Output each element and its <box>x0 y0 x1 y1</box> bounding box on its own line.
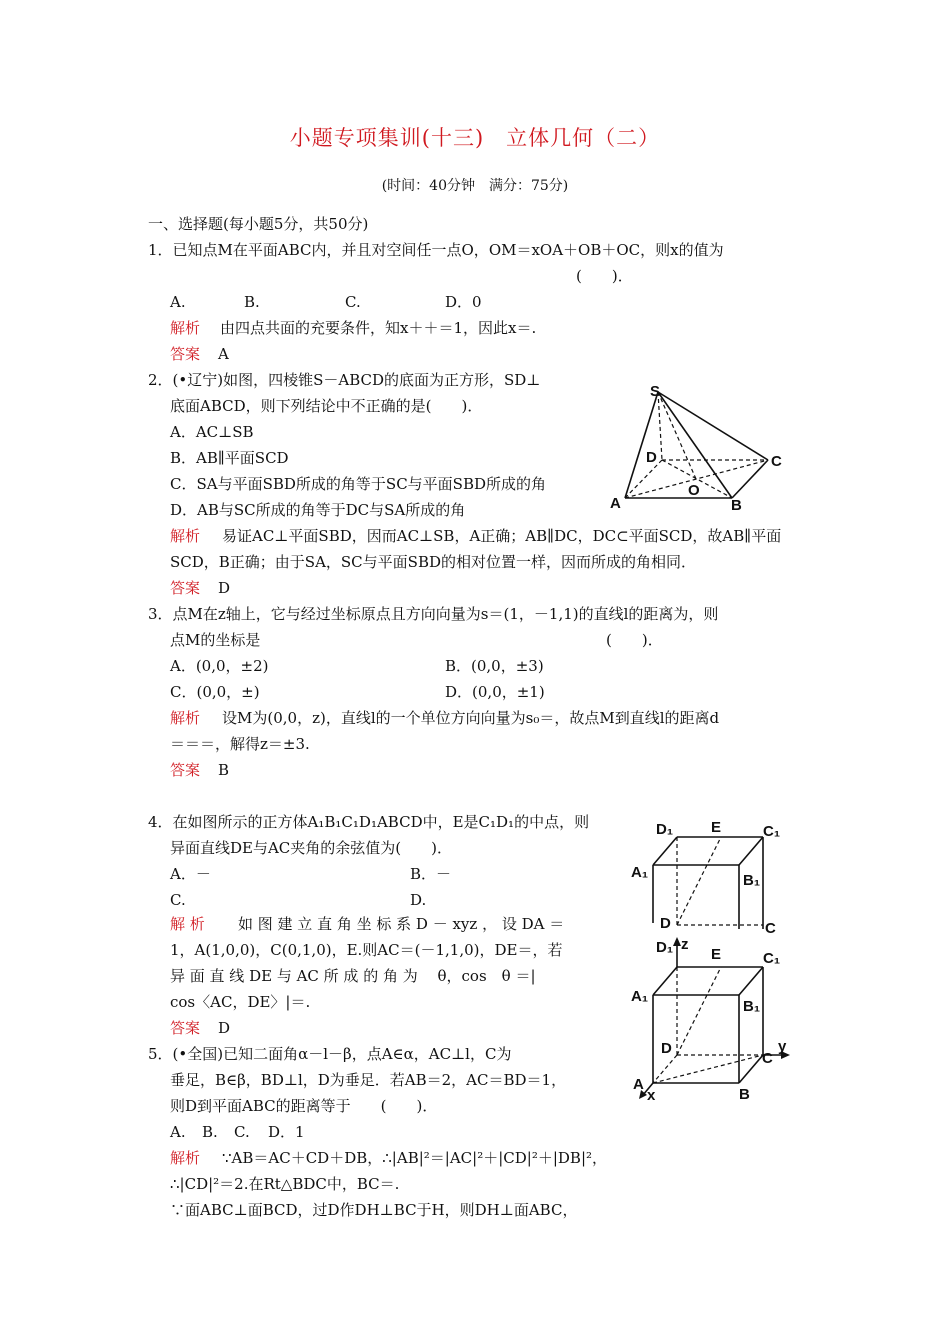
q1-answer-label: 答案 <box>170 345 201 363</box>
q5-option-b: B. <box>202 1123 218 1141</box>
q2-option-b: B．AB∥平面SCD <box>170 449 289 467</box>
q5-analysis-line1: ∵AB＝AC＋CD＋DB，∴|AB|²＝|AC|²＋|CD|²＋|DB|²， <box>222 1149 608 1167</box>
q1-answer: A <box>218 345 229 363</box>
q2-analysis-label: 解析 <box>170 527 201 545</box>
cube1-label-d1: D₁ <box>656 821 674 838</box>
q1-analysis-label: 解析 <box>170 319 201 337</box>
q3-analysis-line2: ＝＝＝，解得z＝±3. <box>170 735 310 753</box>
cube-axes-figure <box>625 937 800 1107</box>
q5-stem-line3: 则D到平面ABC的距离等于 ( )． <box>170 1097 438 1115</box>
q4-option-c: C. <box>170 891 186 909</box>
cube2-axis-x: x <box>647 1087 656 1104</box>
cube1-label-e: E <box>711 819 722 836</box>
q5-analysis-label: 解析 <box>170 1149 201 1167</box>
pyramid-label-a: A <box>610 495 621 512</box>
q5-stem-line2: 垂足，B∈β，BD⊥l，D为垂足．若AB＝2，AC＝BD＝1， <box>170 1071 567 1089</box>
q3-stem-line2: 点M的坐标是 <box>170 631 261 649</box>
cube2-label-a1: A₁ <box>631 988 649 1005</box>
q3-analysis-label: 解析 <box>170 709 201 727</box>
q5-stem-line1: 5．(•全国)已知二面角α－l－β，点A∈α，AC⊥l，C为 <box>148 1045 512 1063</box>
q1-analysis: 由四点共面的充要条件，知x＋＋＝1，因此x＝. <box>220 319 537 337</box>
cube2-axis-y: y <box>778 1038 787 1055</box>
cube2-axis-z: z <box>681 937 689 953</box>
pyramid-label-b: B <box>731 497 742 514</box>
q2-option-d: D．AB与SC所成的角等于DC与SA所成的角 <box>170 501 466 519</box>
cube1-label-c: C <box>765 920 776 937</box>
q4-answer: D <box>218 1019 231 1037</box>
q3-analysis-line1: 设M为(0,0，z)，直线l的一个单位方向向量为s₀＝，故点M到直线l的距离d <box>222 709 720 727</box>
pyramid-label-d: D <box>646 449 657 466</box>
q4-analysis-label: 解 析 <box>170 915 205 933</box>
q4-option-a: A．－ <box>170 865 211 883</box>
q3-answer: B <box>218 761 230 779</box>
q4-option-d: D. <box>410 891 427 909</box>
q4-analysis-line1: 如 图 建 立 直 角 坐 标 系 D － xyz ， 设 DA ＝ <box>238 915 565 933</box>
q4-analysis-line4: cos〈AC，DE〉|＝. <box>170 993 311 1011</box>
q1-option-b: B. <box>244 293 260 311</box>
cube2-label-d1: D₁ <box>656 939 674 956</box>
q2-stem-line2: 底面ABCD，则下列结论中不正确的是( )． <box>170 397 483 415</box>
q3-option-c: C．(0,0，±) <box>170 683 260 701</box>
q3-answer-label: 答案 <box>170 761 201 779</box>
q4-stem-line2: 异面直线DE与AC夹角的余弦值为( )． <box>170 839 452 857</box>
cube2-label-a: A <box>633 1076 644 1093</box>
section-heading: 一、选择题(每小题5分，共50分) <box>148 215 369 233</box>
q2-option-c: C．SA与平面SBD所成的角等于SC与平面SBD所成的角 <box>170 475 546 493</box>
q2-analysis-line1: 易证AC⊥平面SBD，因而AC⊥SB，A正确；AB∥DC，DC⊂平面SCD，故AB∥平面 <box>222 527 782 545</box>
q1-option-a: A. <box>170 293 186 311</box>
q2-answer: D <box>218 579 231 597</box>
pyramid-label-s: S <box>650 383 661 400</box>
page-subtitle: (时间：40分钟 满分：75分) <box>381 178 569 194</box>
q4-answer-label: 答案 <box>170 1019 201 1037</box>
q4-analysis-line3: 异 面 直 线 DE 与 AC 所 成 的 角 为 θ，cos θ ＝| <box>170 967 536 985</box>
z-axis-arrow-icon <box>673 937 681 946</box>
cube2-label-b1: B₁ <box>743 998 761 1015</box>
page-title: 小题专项集训(十三) 立体几何（二） <box>289 126 661 150</box>
q3-option-d: D．(0,0，±1) <box>445 683 545 701</box>
cube1-label-c1: C₁ <box>763 823 781 840</box>
pyramid-figure <box>600 378 800 518</box>
q3-option-b: B．(0,0，±3) <box>445 657 544 675</box>
q2-analysis-line2: SCD，B正确；由于SA，SC与平面SBD的相对位置一样，因而所成的角相同． <box>170 553 696 571</box>
cube2-label-c: C <box>762 1050 773 1067</box>
q5-analysis-line2: ∴|CD|²＝2.在Rt△BDC中，BC＝. <box>170 1175 400 1193</box>
q4-analysis-line2: 1，A(1,0,0)，C(0,1,0)，E.则AC＝(－1,1,0)，DE＝，若 <box>170 941 563 959</box>
q1-stem: 1．已知点M在平面ABC内，并且对空间任一点O，OM＝xOA＋OB＋OC，则x的值为 <box>148 241 724 259</box>
q1-blank: ( )． <box>576 267 633 285</box>
q3-option-a: A．(0,0，±2) <box>170 657 269 675</box>
cube2-label-c1: C₁ <box>763 950 781 967</box>
pyramid-label-c: C <box>771 453 782 470</box>
cube2-label-b: B <box>739 1086 750 1103</box>
pyramid-label-o: O <box>688 482 700 499</box>
q4-option-b: B．－ <box>410 865 452 883</box>
q5-option-d: D．1 <box>268 1123 305 1141</box>
cube1-label-d: D <box>660 915 671 932</box>
cube2-label-e: E <box>711 946 722 963</box>
q5-option-a: A. <box>170 1123 186 1141</box>
q3-blank: ( )． <box>606 631 663 649</box>
q4-stem-line1: 4．在如图所示的正方体A₁B₁C₁D₁ABCD中，E是C₁D₁的中点，则 <box>148 813 590 831</box>
q1-option-d: D．0 <box>445 293 482 311</box>
q3-stem-line1: 3．点M在z轴上，它与经过坐标原点且方向向量为s＝(1，－1,1)的直线l的距离为，则 <box>148 605 719 623</box>
q5-option-c: C. <box>234 1123 250 1141</box>
cube-figure <box>625 815 790 937</box>
q1-option-c: C. <box>345 293 361 311</box>
cube2-label-d: D <box>661 1040 672 1057</box>
cube1-label-b1: B₁ <box>743 872 761 889</box>
q5-analysis-line3: ∵面ABC⊥面BCD，过D作DH⊥BC于H，则DH⊥面ABC， <box>170 1201 578 1219</box>
cube1-label-a1: A₁ <box>631 864 649 881</box>
q2-option-a: A．AC⊥SB <box>170 423 254 441</box>
q2-stem-line1: 2．(•辽宁)如图，四棱锥S－ABCD的底面为正方形，SD⊥ <box>148 371 541 389</box>
q2-answer-label: 答案 <box>170 579 201 597</box>
